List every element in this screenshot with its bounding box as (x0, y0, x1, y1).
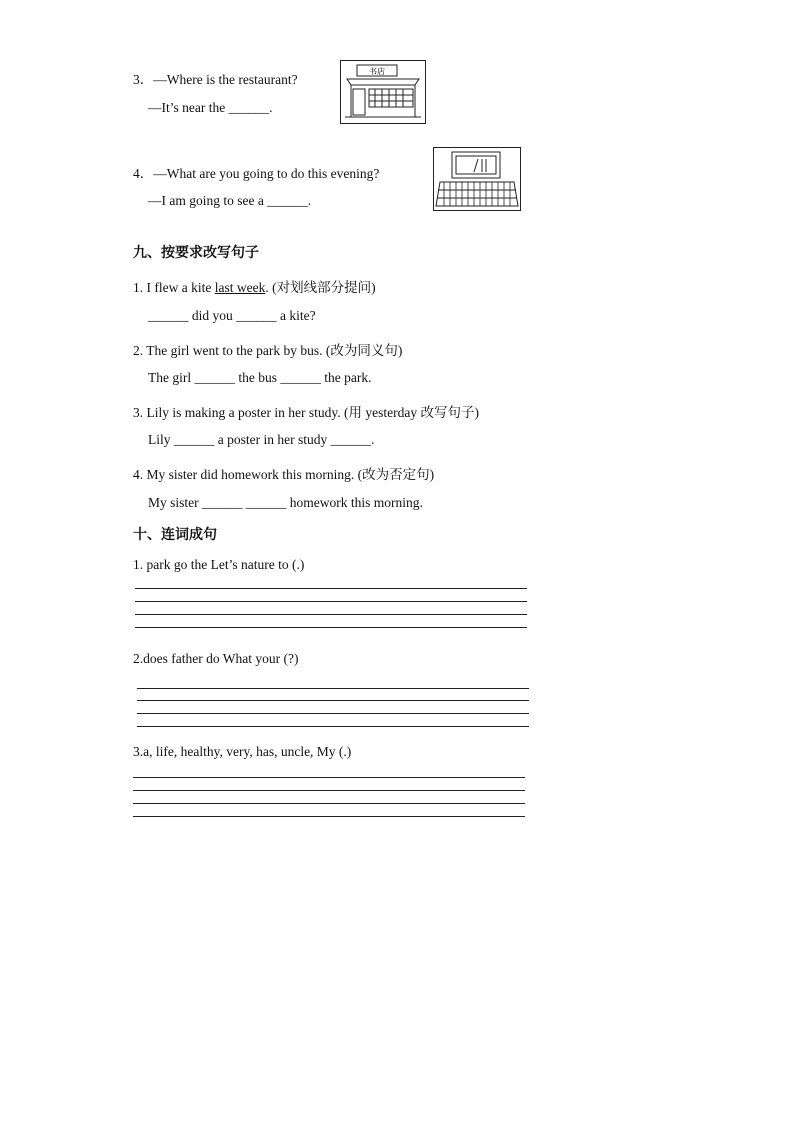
writing-line (133, 803, 525, 804)
section-9-item-2-prompt: 2. The girl went to the park by bus. (改为同义句) (133, 343, 403, 358)
bookstore-sign-text: 书店 (369, 67, 385, 76)
item-1-prompt-end: . (对划线部分提问) (265, 280, 376, 295)
section-10-item-3-prompt: 3.a, life, healthy, very, has, uncle, My (.) (133, 744, 352, 759)
underlined-phrase: last week (214, 280, 266, 295)
question-3-answer-line: —It’s near the ______. (148, 100, 273, 115)
question-4-answer-line: —I am going to see a ______. (148, 193, 312, 208)
item-1-prompt-start: 1. I flew a kite (133, 280, 215, 295)
bookstore-picture (340, 60, 426, 124)
writing-line (135, 588, 527, 589)
section-9-item-1-answer: ______ did you ______ a kite? (148, 308, 316, 323)
section-9-item-4-answer: My sister ______ ______ homework this morning. (148, 495, 423, 510)
writing-line (135, 601, 527, 602)
cinema-drawing (434, 148, 520, 210)
question-4-prompt: 4．—What are you going to do this evening? (133, 166, 380, 181)
section-9-item-3-prompt: 3. Lily is making a poster in her study. (用 yesterday 改写句子) (133, 405, 479, 420)
bookstore-drawing (341, 61, 425, 123)
question-3-prompt: 3．—Where is the restaurant? (133, 72, 298, 87)
section-10-item-1-prompt: 1. park go the Let’s nature to (.) (133, 557, 305, 572)
writing-line (137, 700, 529, 701)
cinema-picture (433, 147, 521, 211)
writing-line (137, 726, 529, 727)
section-9-item-2-answer: The girl ______ the bus ______ the park. (148, 370, 372, 385)
section-9-heading: 九、按要求改写句子 (133, 245, 259, 261)
section-10-item-2-prompt: 2.does father do What your (?) (133, 651, 299, 666)
writing-line (135, 614, 527, 615)
writing-line (133, 790, 525, 791)
section-10-heading: 十、连词成句 (133, 527, 217, 543)
writing-line (133, 816, 525, 817)
section-9-item-3-answer: Lily ______ a poster in her study ______. (148, 432, 375, 447)
writing-line (137, 713, 529, 714)
writing-line (137, 688, 529, 689)
section-9-item-4-prompt: 4. My sister did homework this morning. (改为否定句) (133, 467, 435, 482)
writing-line (135, 627, 527, 628)
section-9-item-1-prompt (133, 276, 376, 296)
writing-line (133, 777, 525, 778)
